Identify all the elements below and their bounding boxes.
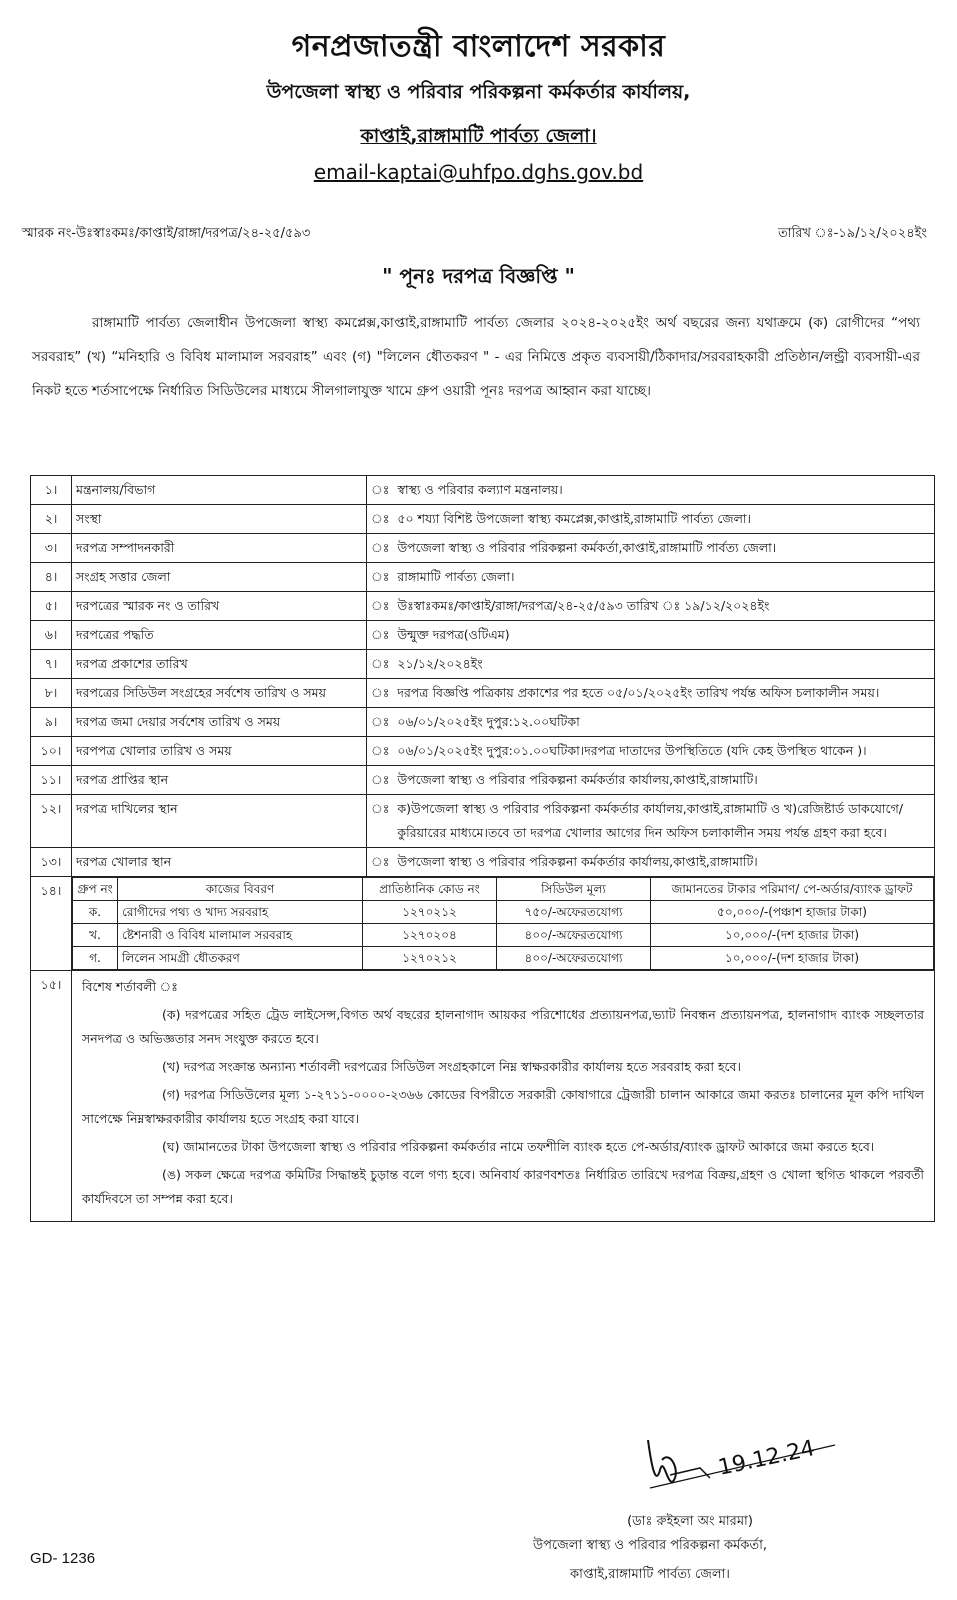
row-value: স্বাস্থ্য ও পরিবার কল্যাণ মন্ত্রনালয়। bbox=[393, 476, 934, 505]
table-row bbox=[31, 505, 935, 534]
row-colon: ঃ bbox=[367, 795, 394, 848]
office-location: কাপ্তাই,রাঙ্গামাটি পার্বত্য জেলা। bbox=[360, 125, 597, 147]
row-value: ক)উপজেলা স্বাস্থ্য ও পরিবার পরিকল্পনা কর্মকর্তার কার্যালয়,কাপ্তাই,রাঙ্গামাটি ও খ)রেজিষ্টার্ড ডাকযোগে/কুরিয়ারের মাধ্যমে।তবে তা দরপত্র খোলার আগের দিন অফিস চলাকালীন সময় পর্যন্ত গ্রহণ করা হবে। bbox=[393, 795, 934, 848]
row-colon: ঃ bbox=[367, 766, 394, 795]
group-code: ১২৭০২০৪ bbox=[363, 924, 497, 947]
row-number: ১৫। bbox=[31, 971, 72, 1222]
table-row bbox=[73, 947, 934, 970]
table-row bbox=[31, 476, 935, 505]
row-number: ৫। bbox=[31, 592, 72, 621]
government-title: গনপ্রজাতন্ত্রী বাংলাদেশ সরকার bbox=[291, 29, 666, 64]
row-value: উন্মুক্ত দরপত্র(ওটিএম) bbox=[393, 621, 934, 650]
row-colon: ঃ bbox=[367, 737, 394, 766]
row-value: রাঙ্গামাটি পার্বত্য জেলা। bbox=[393, 563, 934, 592]
table-row bbox=[31, 679, 935, 708]
group-row bbox=[31, 877, 935, 971]
table-row bbox=[31, 766, 935, 795]
group-id: গ. bbox=[73, 947, 118, 970]
intro-text: রাঙ্গামাটি পার্বত্য জেলাধীন উপজেলা স্বাস্থ্য কমপ্লেক্স,কাপ্তাই,রাঙ্গামাটি পার্বত্য জেলার ২০২৪-২০২৫ইং অর্থ বছরের জন্য যথাক্রমে (ক) রোগীদের “পথ্য সরবরাহ” (খ) “মনিহারি ও বিবিধ মালামাল সরবরাহ” এবং (গ) "লিলেন ধৌতকরণ " - এর নিমিত্তে প্রকৃত ব্যবসায়ী/ঠিকাদার/সরবরাহকারী প্রতিষ্ঠান/লন্ড্রী ব্যবসায়ী-এর নিকট হতে শর্তসাপেক্ষে নির্ধারিত সিডিউলের মাধ্যমে সীলগালাযুক্ত খামে গ্রুপ ওয়ারী পূনঃ দরপত্র আহ্বান করা যাচ্ছে। bbox=[32, 315, 920, 399]
group-price: ৭৫০/-অফেরতযোগ্য bbox=[497, 901, 651, 924]
group-description: লিলেন সামগ্রী ধৌতকরণ bbox=[118, 947, 363, 970]
row-label: সংস্থা bbox=[72, 505, 367, 534]
row-number: ১১। bbox=[31, 766, 72, 795]
row-colon: ঃ bbox=[367, 708, 394, 737]
table-row bbox=[31, 534, 935, 563]
row-number: ৪। bbox=[31, 563, 72, 592]
header-description: কাজের বিবরণ bbox=[118, 878, 363, 901]
condition-item: (ক) দরপত্রের সহিত ট্রেড লাইসেন্স,বিগত অর্থ বছরের হালনাগাদ আয়কর পরিশোধের প্রত্যায়নপত্র,ভ্যাট নিবন্ধন প্রত্যায়নপত্র, হালনাগাদ ব্যাংক সচ্ছলতার সনদপত্র ও অভিজ্ঞতার সনদ সংযুক্ত করতে হবে। bbox=[82, 1007, 924, 1046]
row-colon: ঃ bbox=[367, 476, 394, 505]
special-conditions bbox=[72, 971, 935, 1222]
row-number: ১। bbox=[31, 476, 72, 505]
table-row bbox=[31, 592, 935, 621]
row-number: ৯। bbox=[31, 708, 72, 737]
row-value: উপজেলা স্বাস্থ্য ও পরিবার পরিকল্পনা কর্মকর্তার কার্যালয়,কাপ্তাই,রাঙ্গামাটি। bbox=[393, 848, 934, 877]
notice-title: " পূনঃ দরপত্র বিজ্ঞপ্তি " bbox=[382, 264, 575, 288]
group-code: ১২৭০২১২ bbox=[363, 947, 497, 970]
table-row bbox=[73, 924, 934, 947]
signatory-designation: উপজেলা স্বাস্থ্য ও পরিবার পরিকল্পনা কর্মকর্তা, bbox=[532, 1538, 768, 1553]
row-number: ২। bbox=[31, 505, 72, 534]
notice-date: তারিখ ঃ-১৯/১২/২০২৪ইং bbox=[778, 226, 927, 241]
group-table bbox=[72, 877, 934, 970]
intro-paragraph bbox=[32, 306, 920, 408]
row-value: উপজেলা স্বাস্থ্য ও পরিবার পরিকল্পনা কর্মকর্তা,কাপ্তাই,রাঙ্গামাটি পার্বত্য জেলা। bbox=[393, 534, 934, 563]
header-code: প্রাতিষ্ঠানিক কোড নং bbox=[363, 878, 497, 901]
row-value: ০৬/০১/২০২৫ইং দুপুর:০১.০০ঘটিকা।দরপত্র দাতাদের উপস্থিতিতে (যদি কেহ উপস্থিত থাকেন )। bbox=[393, 737, 934, 766]
table-row bbox=[31, 650, 935, 679]
row-number: ৭। bbox=[31, 650, 72, 679]
table-row bbox=[31, 737, 935, 766]
group-price: ৪০০/-অফেরতযোগ্য bbox=[497, 924, 651, 947]
row-label: দরপত্র প্রাপ্তির স্থান bbox=[72, 766, 367, 795]
row-label: দরপত্র দাখিলের স্থান bbox=[72, 795, 367, 848]
condition-item: (গ) দরপত্র সিডিউলের মূল্য ১-২৭১১-০০০০-২৩৬৬ কোডের বিপরীতে সরকারী কোষাগারে ট্রেজারী চালান আকারে জমা করতঃ চালানের মূল কপি দাখিল সাপেক্ষে নিম্নস্বাক্ষরকারীর কার্যালয় হতে সংগ্রহ করা যাবে। bbox=[82, 1087, 924, 1126]
row-colon: ঃ bbox=[367, 534, 394, 563]
row-label: দরপত্র প্রকাশের তারিখ bbox=[72, 650, 367, 679]
table-row bbox=[31, 708, 935, 737]
row-colon: ঃ bbox=[367, 563, 394, 592]
row-label: দরপত্রের স্মারক নং ও তারিখ bbox=[72, 592, 367, 621]
office-name: উপজেলা স্বাস্থ্য ও পরিবার পরিকল্পনা কর্মকর্তার কার্যালয়, bbox=[266, 81, 691, 103]
row-colon: ঃ bbox=[367, 621, 394, 650]
group-security: ৫০,০০০/-(পঞ্চাশ হাজার টাকা) bbox=[651, 901, 934, 924]
signature-date: 19.12.24 bbox=[716, 1436, 818, 1481]
row-value: ৫০ শয্যা বিশিষ্ট উপজেলা স্বাস্থ্য কমপ্লেক্স,কাপ্তাই,রাঙ্গামাটি পার্বত্য জেলা। bbox=[393, 505, 934, 534]
row-colon: ঃ bbox=[367, 650, 394, 679]
conditions-row bbox=[31, 971, 935, 1222]
row-number: ৬। bbox=[31, 621, 72, 650]
row-number: ১২। bbox=[31, 795, 72, 848]
header-group: গ্রুপ নং bbox=[73, 878, 118, 901]
group-description: রোগীদের পথ্য ও খাদ্য সরবরাহ bbox=[118, 901, 363, 924]
group-code: ১২৭০২১২ bbox=[363, 901, 497, 924]
table-row bbox=[73, 901, 934, 924]
conditions-title: বিশেষ শর্তাবলী ঃ bbox=[82, 979, 178, 994]
memo-number: স্মারক নং-উঃস্বাঃকমঃ/কাপ্তাই/রাঙ্গা/দরপত্র/২৪-২৫/৫৯৩ bbox=[22, 226, 311, 241]
row-label: সংগ্রহ সত্তার জেলা bbox=[72, 563, 367, 592]
row-label: দরপত্র জমা দেয়ার সর্বশেষ তারিখ ও সময় bbox=[72, 708, 367, 737]
table-row bbox=[31, 795, 935, 848]
row-number: ১৩। bbox=[31, 848, 72, 877]
row-value: উঃস্বাঃকমঃ/কাপ্তাই/রাঙ্গা/দরপত্র/২৪-২৫/৫৯৩ তারিখ ঃ ১৯/১২/২০২৪ইং bbox=[393, 592, 934, 621]
row-label: দরপত্র খোলার স্থান bbox=[72, 848, 367, 877]
tender-info-table bbox=[30, 475, 935, 1222]
table-row bbox=[31, 848, 935, 877]
group-security: ১০,০০০/-(দশ হাজার টাকা) bbox=[651, 947, 934, 970]
row-colon: ঃ bbox=[367, 848, 394, 877]
row-value: ০৬/০১/২০২৫ইং দুপুর:১২.০০ঘটিকা bbox=[393, 708, 934, 737]
row-colon: ঃ bbox=[367, 592, 394, 621]
row-colon: ঃ bbox=[367, 679, 394, 708]
row-number: ৮। bbox=[31, 679, 72, 708]
table-row bbox=[31, 621, 935, 650]
row-number: ১৪। bbox=[31, 877, 72, 971]
row-number: ১০। bbox=[31, 737, 72, 766]
signatory-place: কাপ্তাই,রাঙ্গামাটি পার্বত্য জেলা। bbox=[570, 1567, 730, 1582]
row-label: দরপত্রের পদ্ধতি bbox=[72, 621, 367, 650]
group-header-row bbox=[73, 878, 934, 901]
office-email-link[interactable]: email-kaptai@uhfpo.dghs.gov.bd bbox=[313, 160, 644, 184]
table-row bbox=[31, 563, 935, 592]
condition-item: (ঙ) সকল ক্ষেত্রে দরপত্র কমিটির সিদ্ধান্তই চুড়ান্ত বলে গণ্য হবে। অনিবার্য কারণবশতঃ নির্ধারিত তারিখে দরপত্র বিক্রয়,গ্রহণ ও খোলা স্থগিত থাকলে পরবর্তী কার্যদিবসে তা সম্পন্ন করা হবে। bbox=[82, 1167, 924, 1206]
row-label: মন্ত্রনালয়/বিভাগ bbox=[72, 476, 367, 505]
row-value: দরপত্র বিজ্ঞপ্তি পত্রিকায় প্রকাশের পর হতে ০৫/০১/২০২৫ইং তারিখ পর্যন্ত অফিস চলাকালীন সময়। bbox=[393, 679, 934, 708]
group-description: ষ্টেশনারী ও বিবিধ মালামাল সরবরাহ bbox=[118, 924, 363, 947]
row-label: দরপত্রের সিডিউল সংগ্রহের সর্বশেষ তারিখ ও সময় bbox=[72, 679, 367, 708]
row-label: দরপত্র সম্পাদনকারী bbox=[72, 534, 367, 563]
handwritten-signature bbox=[640, 1430, 840, 1500]
row-label: দরপপত্র খোলার তারিখ ও সময় bbox=[72, 737, 367, 766]
condition-item: (খ) দরপত্র সংক্রান্ত অন্যান্য শর্তাবলী দরপত্রের সিডিউল সংগ্রহকালে নিম্ন স্বাক্ষরকারীর কার্যালয় হতে সরবরাহ করা হবে। bbox=[162, 1059, 741, 1074]
header-price: সিডিউল মূল্য bbox=[497, 878, 651, 901]
signatory-name: (ডাঃ রুইহলা অং মারমা) bbox=[627, 1514, 753, 1529]
condition-item: (ঘ) জামানতের টাকা উপজেলা স্বাস্থ্য ও পরিবার পরিকল্পনা কর্মকর্তার নামে তফশীলি ব্যাংক হতে পে-অর্ডার/ব্যাংক ড্রাফট আকারে জমা করতে হবে। bbox=[162, 1139, 875, 1154]
group-security: ১০,০০০/-(দশ হাজার টাকা) bbox=[651, 924, 934, 947]
document-code: GD- 1236 bbox=[30, 1550, 96, 1567]
row-number: ৩। bbox=[31, 534, 72, 563]
row-value: ২১/১২/২০২৪ইং bbox=[393, 650, 934, 679]
group-id: ক. bbox=[73, 901, 118, 924]
row-colon: ঃ bbox=[367, 505, 394, 534]
group-id: খ. bbox=[73, 924, 118, 947]
group-price: ৪০০/-অফেরতযোগ্য bbox=[497, 947, 651, 970]
group-table-cell bbox=[72, 877, 935, 971]
row-value: উপজেলা স্বাস্থ্য ও পরিবার পরিকল্পনা কর্মকর্তার কার্যালয়,কাপ্তাই,রাঙ্গামাটি। bbox=[393, 766, 934, 795]
header-security: জামানতের টাকার পরিমাণ/ পে-অর্ডার/ব্যাংক ড্রাফট bbox=[651, 878, 934, 901]
